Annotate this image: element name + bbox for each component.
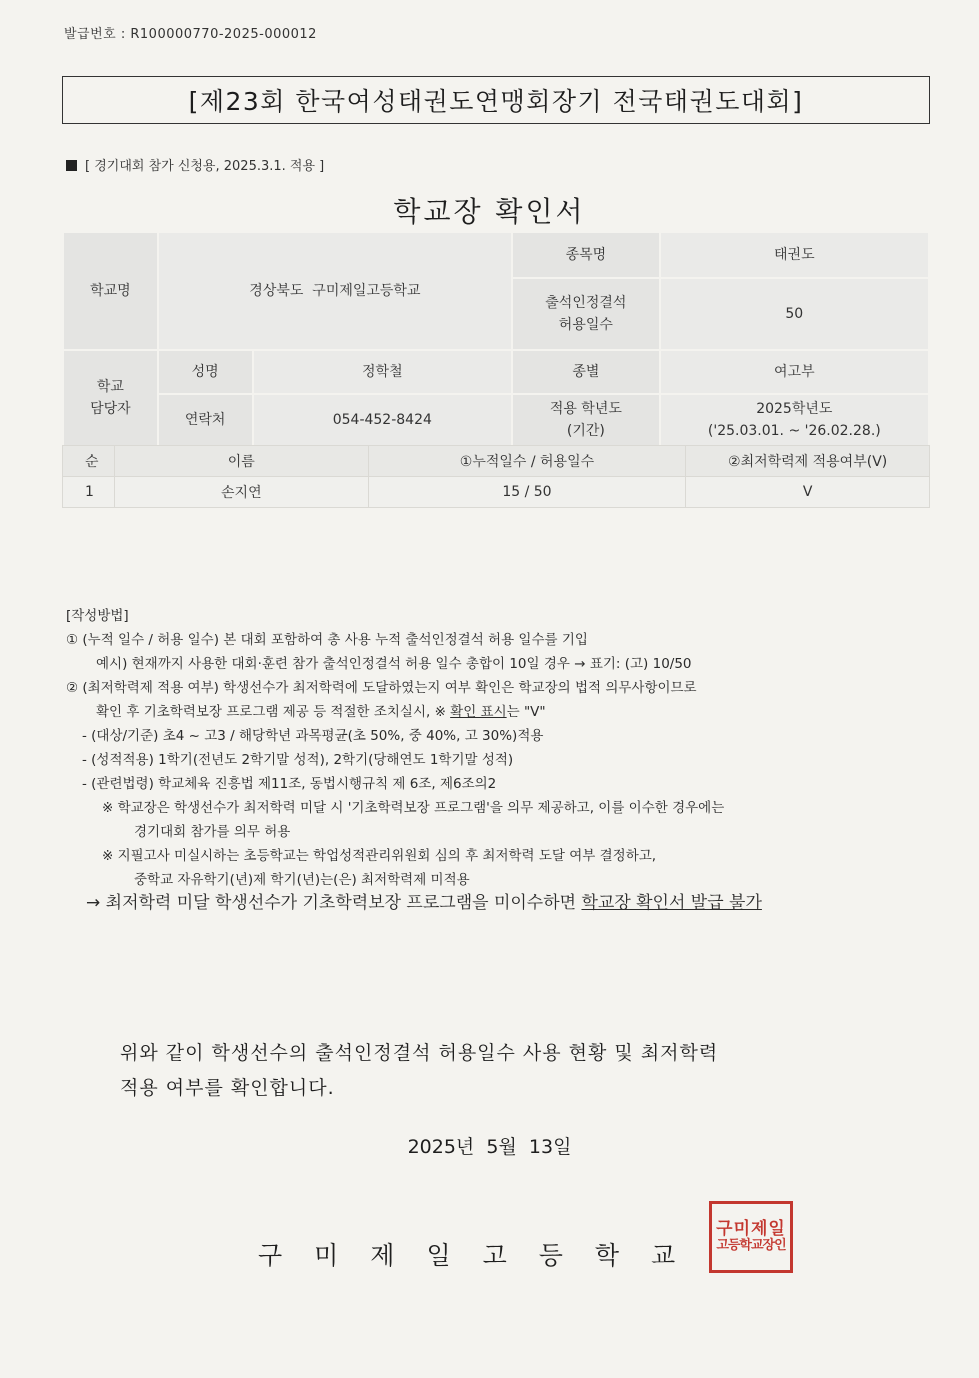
confirmation-line-1: 위와 같이 학생선수의 출석인정결석 허용일수 사용 현황 및 최저학력: [120, 1042, 719, 1064]
method-line-9: 경기대회 참가를 의무 허용: [134, 824, 291, 840]
method-line-5: - (대상/기준) 초4 ~ 고3 / 해당학년 과목평균(초 50%, 중 40%, 고 30%)적용: [82, 728, 544, 744]
method-heading: [작성방법]: [66, 608, 129, 624]
school-name-label: 학교명: [63, 232, 158, 350]
issue-date: 2025년 5월 13일: [407, 1136, 572, 1158]
school-seal: [709, 1201, 793, 1273]
form-note-text: [ 경기대회 참가 신청용, 2025.3.1. 적용 ]: [85, 159, 325, 174]
absence-days-value: 50: [660, 278, 929, 350]
student-table: [62, 445, 930, 508]
name-label: 성명: [158, 350, 253, 394]
method-line-11: 중학교 자유학기(년)제 학기(년)는(은) 최저학력제 미적용: [134, 872, 470, 888]
contact-value: 054-452-8424: [253, 394, 513, 446]
row-name: 손지연: [114, 477, 368, 508]
year-value: 2025학년도 ('25.03.01. ~ '26.02.28.): [660, 394, 929, 446]
method-line-7: - (관련법령) 학교체육 진흥법 제11조, 동법시행규칙 제 6조, 제6조의2: [82, 776, 497, 792]
school-name: 경상북도 구미제일고등학교: [158, 232, 512, 350]
issue-number: 발급번호 : R100000770-2025-000012: [64, 27, 317, 42]
category-label: 종별: [512, 350, 660, 394]
method-line-4: 확인 후 기초학력보장 프로그램 제공 등 적절한 조치실시, ※ 확인 표시는 "V": [96, 704, 546, 720]
method-line-10: ※ 지필고사 미실시하는 초등학교는 학업성적관리위원회 심의 후 최저학력 도달 여부 결정하고,: [102, 848, 657, 864]
school-info-table: [62, 231, 930, 447]
method-line-8: ※ 학교장은 학생선수가 최저학력 미달 시 '기초학력보장 프로그램'을 의무 제공하고, 이를 이수한 경우에는: [102, 800, 725, 816]
document-title: 학교장 확인서: [393, 195, 586, 228]
column-header-name: 이름: [114, 446, 368, 477]
seal-line-1: 구미제일: [716, 1219, 786, 1240]
contact-label: 연락처: [158, 394, 253, 446]
table-row: [63, 477, 930, 508]
method-line-12: → 최저학력 미달 학생선수가 기초학력보장 프로그램을 미이수하면 학교장 확인서 발급 불가: [86, 893, 762, 913]
competition-title: [제23회 한국여성태권도연맹회장기 전국태권도대회]: [62, 76, 930, 124]
row-days: 15 / 50: [368, 477, 686, 508]
event-label: 종목명: [512, 232, 660, 278]
method-line-3: ② (최저학력제 적용 여부) 학생선수가 최저학력에 도달하였는지 여부 확인은 학교장의 법적 의무사항이므로: [66, 680, 697, 696]
form-note: [66, 155, 324, 174]
column-header-no: 순: [63, 446, 115, 477]
row-no: 1: [63, 477, 115, 508]
event-value: 태권도: [660, 232, 929, 278]
method-line-2: 예시) 현재까지 사용한 대회·훈련 참가 출석인정결석 허용 일수 총합이 10일 경우 → 표기: (고) 10/50: [96, 656, 692, 672]
column-header-applied: ②최저학력제 적용여부(V): [686, 446, 930, 477]
method-line-1: ① (누적 일수 / 허용 일수) 본 대회 포함하여 총 사용 누적 출석인정결석 허용 일수를 기입: [66, 632, 588, 648]
confirmation-text: [120, 1036, 718, 1106]
school-signature: 구미제일고등학교: [258, 1241, 708, 1270]
row-applied: V: [686, 477, 930, 508]
year-label: 적용 학년도 (기간): [512, 394, 660, 446]
manager-name: 정학철: [253, 350, 513, 394]
confirmation-line-2: 적용 여부를 확인합니다.: [120, 1077, 335, 1099]
table-header-row: [63, 446, 930, 477]
column-header-days: ①누적일수 / 허용일수: [368, 446, 686, 477]
seal-line-2: 고등학교장인: [716, 1238, 786, 1254]
manager-label: 학교 담당자: [63, 350, 158, 446]
category-value: 여고부: [660, 350, 929, 394]
method-line-6: - (성적적용) 1학기(전년도 2학기말 성적), 2학기(당해연도 1학기말 성적): [82, 752, 514, 768]
absence-days-label: 출석인정결석 허용일수: [512, 278, 660, 350]
square-bullet-icon: [66, 160, 77, 171]
